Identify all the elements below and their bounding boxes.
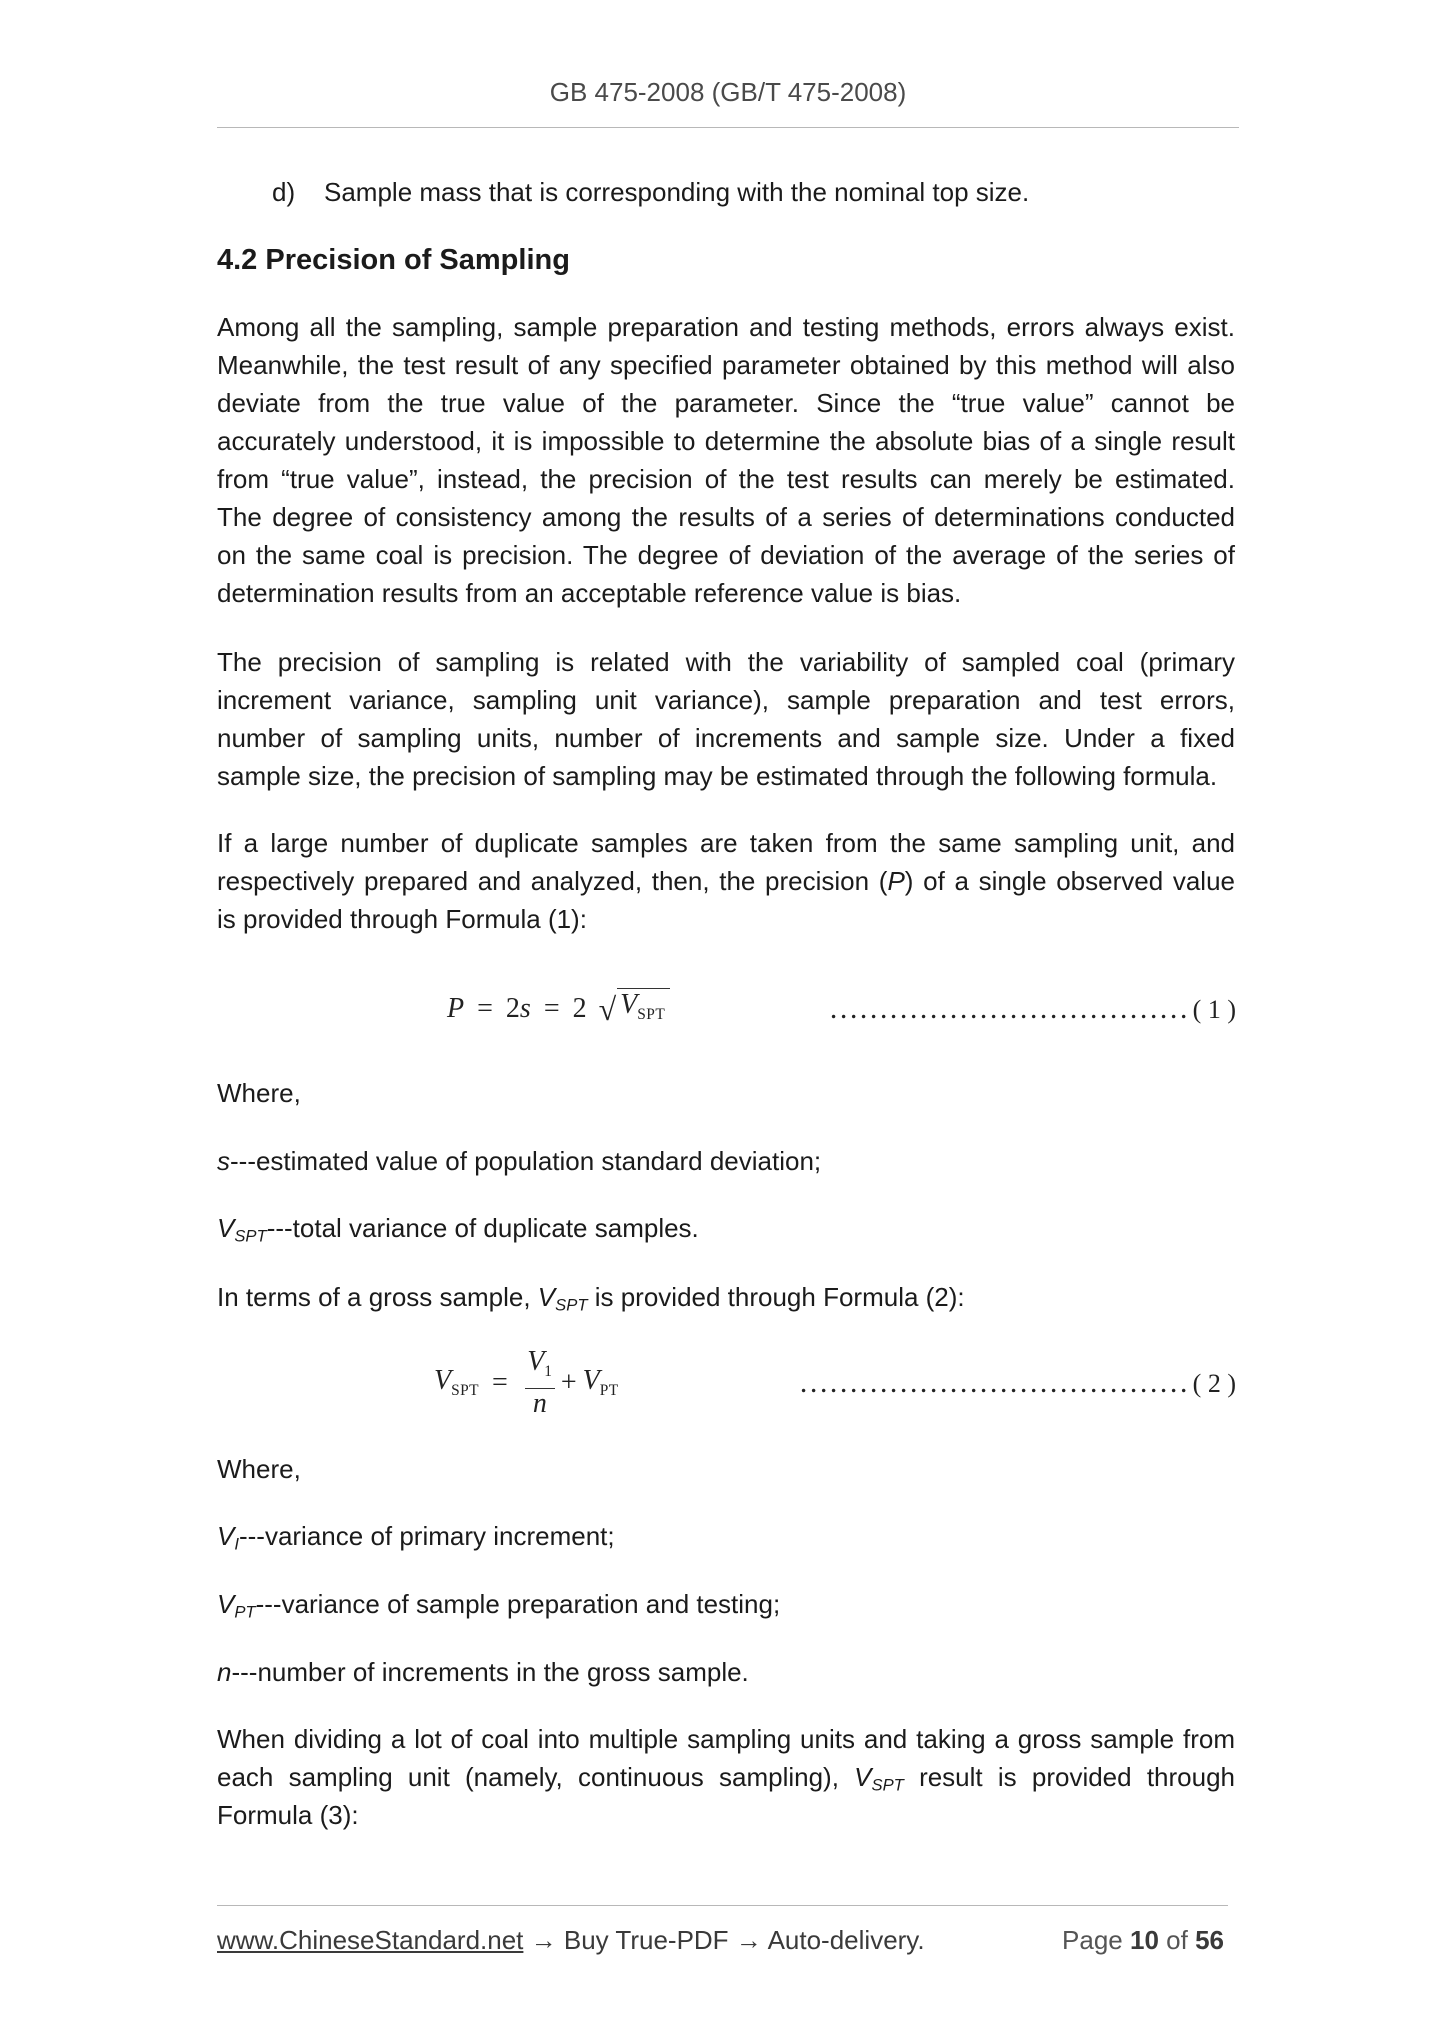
variable-n: n [217,1657,232,1687]
paragraph-line: deviate from the true value of the parameter. Since the “true value” cannot be [217,388,1235,418]
definition-text: ---estimated value of population standard deviation; [230,1146,822,1176]
paragraph-line: number of sampling units, number of increments and sample size. Under a fixed [217,723,1235,753]
formula-2-number [799,1363,1236,1408]
formula-var-v: V [434,1365,452,1397]
formula-var-p: P [447,993,465,1024]
paragraph-line: If a large number of duplicate samples are taken from the same sampling unit, and [217,828,1235,858]
formula-equals: = [543,993,560,1024]
text-segment: respectively prepared and analyzed, then, the precision ( [217,866,888,896]
paragraph-line: When dividing a lot of coal into multiple sampling units and taking a gross sample from [217,1724,1235,1754]
formula-subscript: SPT [451,1382,480,1400]
page-total: 56 [1195,1925,1224,1955]
definition-vpt [217,1585,780,1632]
header-rule [217,127,1239,128]
paragraph-line: Formula (3): [217,1800,359,1830]
formula-rhs [583,1365,619,1400]
list-marker-d: d) [272,177,296,207]
formula-1-number [829,989,1236,1034]
paragraph-line: Meanwhile, the test result of any specified parameter obtained by this method will also [217,350,1235,380]
definition-text: ---total variance of duplicate samples. [266,1213,699,1243]
square-root-icon: √ [598,991,617,1027]
text-segment: is provided through Formula (2): [587,1282,965,1312]
list-item-text: Sample mass that is corresponding with the nominal top size. [324,177,1030,207]
formula-equals: = [477,993,493,1024]
page-number: 10 [1130,1925,1159,1955]
page-indicator [1062,1921,1224,1959]
text-segment: result is provided through [903,1762,1236,1792]
formula-lhs [434,1365,479,1400]
text-segment: In terms of a gross sample, [217,1282,538,1312]
formula-plus: + [560,1367,577,1398]
formula-coefficient: 2 [572,993,587,1024]
formula-var-v: V [582,1365,600,1397]
paragraph-line: accurately understood, it is impossible to determine the absolute bias of a single result [217,426,1235,456]
formula-var-v: V [527,1346,545,1378]
text-segment: ) of a single observed value [904,866,1236,896]
formula-2 [434,1343,619,1423]
paragraph-line: from “true value”, instead, the precision of the test results can merely be estimated. [217,464,1235,494]
variable-subscript: I [234,1534,239,1554]
paragraph-precision-factors [217,643,1235,795]
definition-vspt [217,1209,699,1256]
paragraph-duplicate-samples [217,824,1235,938]
dot-leader: ………………………………… [798,1366,1189,1399]
paragraph-line [217,862,1235,900]
website-link[interactable]: www.ChineseStandard.net [217,1925,524,1955]
footer-promo-text: → Buy True-PDF → Auto-delivery. [523,1925,925,1955]
paragraph-line: on the same coal is precision. The degree of deviation of the average of the series of [217,540,1235,570]
of-label: of [1166,1925,1188,1955]
paragraph-line: The precision of sampling is related with the variability of sampled coal (primary [217,647,1235,677]
paragraph-continuous-sampling [217,1720,1235,1834]
paragraph-line: is provided through Formula (1): [217,904,587,934]
where-label: Where, [217,1078,301,1108]
formula-coefficient: 2 [505,993,520,1024]
definition-vi [217,1517,615,1564]
paragraph-line: increment variance, sampling unit variance), sample preparation and test errors, [217,685,1235,715]
definition-text: ---variance of sample preparation and testing; [255,1589,781,1619]
formula-subscript: PT [599,1382,619,1400]
dot-leader: ……………………………… [828,992,1189,1025]
variable-p: P [887,866,905,896]
paragraph-line: determination results from an acceptable reference value is bias. [217,578,962,608]
definition-text: ---variance of primary increment; [238,1521,615,1551]
equation-number: ( 1 ) [1192,995,1236,1024]
page-label: Page [1062,1925,1123,1955]
paragraph-line: Among all the sampling, sample preparation and testing methods, errors always exist. [217,312,1235,342]
variable-v: V [854,1762,872,1792]
fraction-denominator: n [532,1387,547,1419]
document-header: GB 475-2008 (GB/T 475-2008) [549,77,907,107]
variable-s: s [217,1146,230,1176]
variable-subscript: SPT [234,1226,267,1246]
variable-subscript: SPT [871,1775,904,1795]
variable-v: V [217,1213,235,1243]
formula-subscript: 1 [544,1363,553,1381]
footer-promo [217,1921,925,1959]
paragraph-line: sample size, the precision of sampling may be estimated through the following formula. [217,761,1218,791]
formula-var-v: V [620,988,638,1020]
fraction-numerator [527,1347,552,1387]
formula-radicand [617,988,670,1030]
footer-rule [217,1905,1228,1906]
formula-equals: = [492,1367,508,1398]
definition-n [217,1653,749,1691]
variable-v: V [537,1282,556,1312]
formula-1 [447,989,670,1029]
paragraph-precision-intro [217,308,1235,612]
variable-v: V [217,1521,235,1551]
equation-number: ( 2 ) [1192,1369,1236,1398]
formula-fraction [525,1347,555,1418]
formula-var-s: s [519,993,531,1024]
gross-sample-intro [217,1278,965,1325]
section-heading: 4.2 Precision of Sampling [217,244,570,276]
variable-subscript: PT [234,1602,256,1622]
definition-s [217,1142,821,1180]
where-label: Where, [217,1454,301,1484]
variable-v: V [217,1589,235,1619]
formula-subscript: SPT [637,1006,666,1024]
paragraph-line [217,1758,1235,1796]
text-segment: each sampling unit (namely, continuous sampling), [217,1762,855,1792]
variable-subscript: SPT [555,1295,588,1315]
definition-text: ---number of increments in the gross sample. [231,1657,749,1687]
paragraph-line: The degree of consistency among the results of a series of determinations conducted [217,502,1235,532]
